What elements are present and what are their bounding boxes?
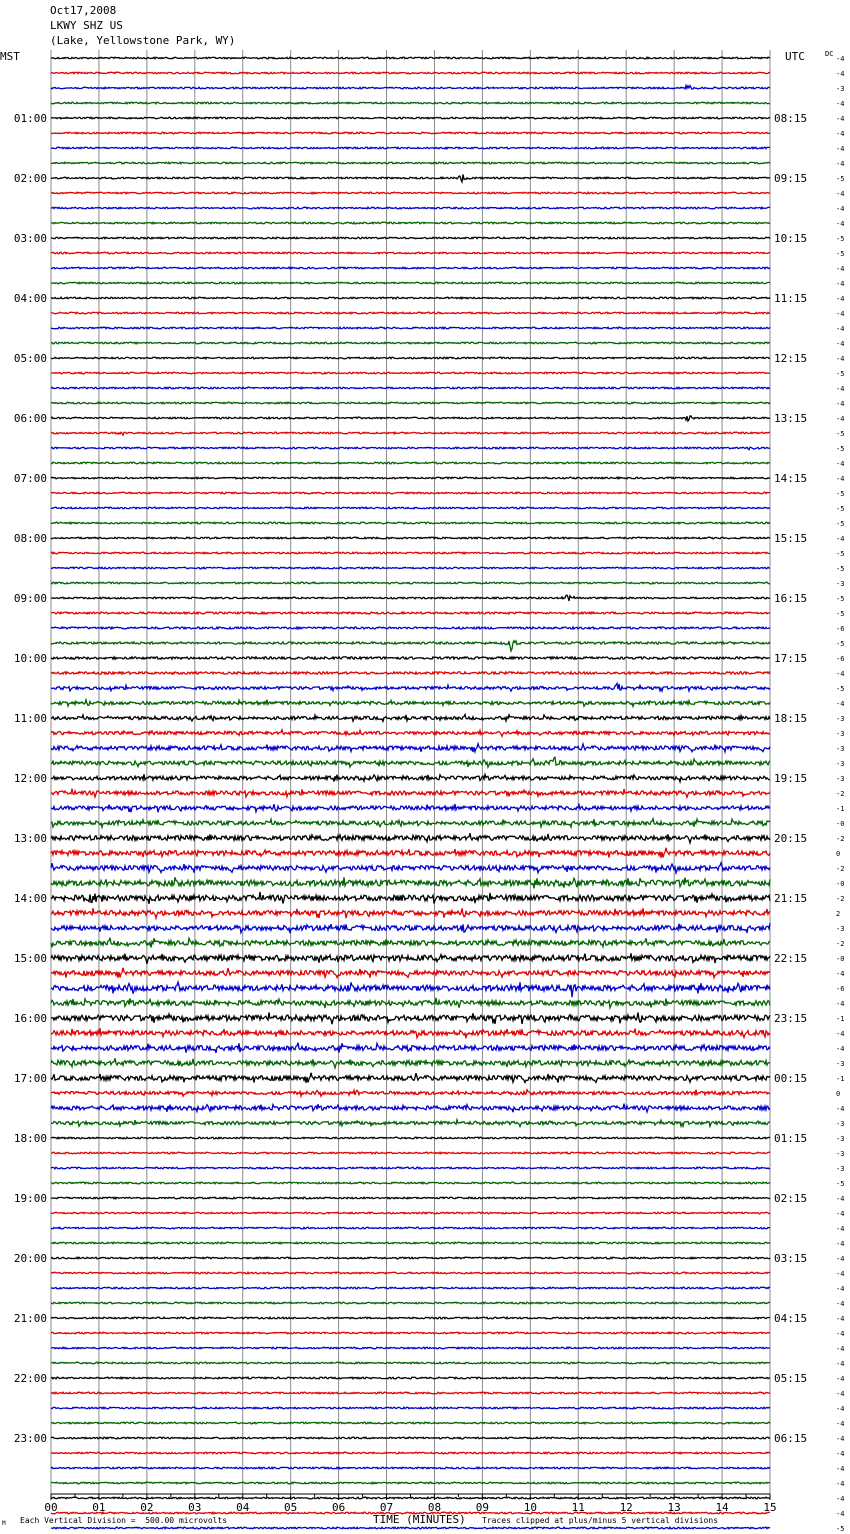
dc-offset-label: -4 [836,1045,845,1053]
seismic-trace [51,982,770,997]
dc-offset-label: 0 [836,850,841,858]
dc-offset-label: -4 [836,385,845,393]
hour-label-right: 22:15 [774,952,808,965]
x-tick-label: 01 [92,1501,106,1514]
hour-label-left: 17:00 [13,1072,47,1085]
dc-offset-label: -4 [836,1360,845,1368]
dc-offset-label: -3 [836,1165,845,1173]
dc-offset-label: -4 [836,1510,845,1518]
hour-label-right: 18:15 [774,712,808,725]
dc-offset-label: -4 [836,1300,845,1308]
seismic-trace [51,174,770,181]
x-tick-label: 07 [379,1501,394,1514]
seismic-trace [51,908,770,918]
seismic-trace [51,998,770,1008]
hour-label-right: 13:15 [774,412,808,425]
seismic-trace [51,804,770,812]
dc-offset-label: -4 [836,1030,845,1038]
seismic-trace [51,1497,770,1499]
x-tick-label: 03 [188,1501,202,1514]
seismic-trace [51,102,770,104]
hour-label-left: 21:00 [13,1312,47,1325]
seismic-trace [51,1090,770,1097]
seismic-trace [51,117,770,119]
hour-label-left: 15:00 [13,952,47,965]
seismic-trace [51,342,770,344]
seismic-trace [51,612,770,614]
dc-offset-label: -4 [836,1225,845,1233]
dc-offset-label: -5 [836,595,845,603]
hour-label-right: 14:15 [774,472,808,485]
dc-offset-label: -4 [836,1195,845,1203]
left-axis-label: MST [0,50,20,63]
seismic-trace [51,162,770,164]
seismic-trace [51,1482,770,1484]
dc-offset-label: -4 [836,55,845,63]
dc-offset-label: -4 [836,535,845,543]
hour-label-right: 10:15 [774,232,808,245]
seismic-trace [51,1302,770,1304]
seismic-trace [51,1467,770,1469]
hour-label-right: 04:15 [774,1312,808,1325]
dc-offset-label: -4 [836,1345,845,1353]
seismic-trace [51,537,770,539]
seismic-trace [51,372,770,374]
dc-offset-label: -4 [836,1420,845,1428]
hour-label-left: 18:00 [13,1132,47,1145]
seismic-trace [51,1527,770,1529]
dc-offset-label: 2 [836,910,841,918]
seismic-trace [51,923,770,933]
seismic-trace [51,416,770,421]
dc-offset-label: -5 [836,550,845,558]
dc-offset-label: -3 [836,1150,845,1158]
clip-note: Traces clipped at plus/minus 5 vertical divisions [482,1516,719,1525]
dc-offset-label: -4 [836,130,845,138]
hour-label-left: 16:00 [13,1012,47,1025]
x-tick-label: 14 [715,1501,729,1514]
dc-offset-label: -4 [836,1450,845,1458]
dc-offset-label: -4 [836,670,845,678]
seismic-trace [51,1392,770,1394]
seismic-trace [51,1362,770,1364]
seismic-trace [51,1058,770,1068]
dc-offset-label: -2 [836,895,845,903]
dc-offset-label: -4 [836,160,845,168]
seismic-trace [51,627,770,629]
seismic-trace [51,789,770,798]
dc-offset-label: -5 [836,610,845,618]
dc-offset-label: -4 [836,1390,845,1398]
dc-offset-label: -3 [836,775,845,783]
x-axis-title: TIME (MINUTES) [373,1513,466,1526]
dc-offset-label: -4 [836,460,845,468]
hour-label-right: 15:15 [774,532,808,545]
dc-offset-label: -2 [836,790,845,798]
dc-offset-label: -6 [836,985,845,993]
chart-date: Oct17,2008 [50,4,117,17]
seismic-trace [51,1242,770,1244]
dc-offset-label: -5 [836,370,845,378]
seismic-trace [51,757,770,767]
dc-offset-label: -4 [836,220,845,228]
x-tick-label: 15 [763,1501,777,1514]
dc-offset-label: -4 [836,415,845,423]
dc-offset-label: -4 [836,970,845,978]
seismic-trace [51,567,770,569]
seismic-trace [51,192,770,194]
dc-offset-label: -3 [836,1060,845,1068]
dc-offset-label: -4 [836,280,845,288]
seismic-trace [51,774,770,782]
seismic-trace [51,892,770,904]
seismic-trace [51,492,770,494]
dc-offset-label: -4 [836,475,845,483]
seismic-trace [51,700,770,707]
seismic-trace [51,1317,770,1319]
seismic-trace [51,237,770,239]
seismic-trace [51,522,770,524]
seismic-trace [51,938,770,948]
dc-offset-label: -4 [836,355,845,363]
dc-offset-label: -4 [836,1000,845,1008]
seismic-trace [51,1028,770,1038]
hour-label-right: 20:15 [774,832,808,845]
seismic-trace [51,833,770,843]
dc-offset-label: -4 [836,1465,845,1473]
dc-offset-label: -5 [836,430,845,438]
seismic-trace [51,86,770,90]
hour-label-right: 09:15 [774,172,808,185]
dc-offset-label: -2 [836,940,845,948]
dc-offset-label: -4 [836,70,845,78]
hour-label-left: 23:00 [13,1432,47,1445]
dc-offset-label: -5 [836,445,845,453]
seismic-trace [51,207,770,209]
dc-offset-label: -4 [836,1495,845,1503]
dc-offset-label: -3 [836,85,845,93]
hour-label-right: 06:15 [774,1432,808,1445]
hour-label-left: 13:00 [13,832,47,845]
x-tick-label: 02 [140,1501,154,1514]
dc-offset-label: -4 [836,1405,845,1413]
seismic-trace [51,595,770,601]
hour-label-right: 17:15 [774,652,808,665]
dc-offset-label: -0 [836,880,845,888]
dc-offset-label: -5 [836,490,845,498]
seismic-trace [51,1407,770,1409]
hour-label-left: 12:00 [13,772,47,785]
hour-label-left: 02:00 [13,172,47,185]
seismic-trace [51,1227,770,1229]
dc-offset-label: -4 [836,1210,845,1218]
seismic-trace [51,582,770,584]
seismic-trace [51,477,770,479]
hour-label-right: 08:15 [774,112,808,125]
hour-label-left: 10:00 [13,652,47,665]
x-tick-label: 11 [571,1501,585,1514]
dc-offset-label: -4 [836,205,845,213]
x-tick-label: 09 [475,1501,490,1514]
dc-offset-label: -4 [836,325,845,333]
dc-offset-label: -4 [836,1255,845,1263]
right-axis-label: UTC [785,50,805,63]
corner-mark: M [2,1520,6,1527]
dc-offset-label: -4 [836,1315,845,1323]
dc-offset-label: -5 [836,520,845,528]
seismic-trace [51,877,770,888]
x-tick-label: 12 [619,1501,633,1514]
seismic-trace [51,1104,770,1113]
seismic-trace [51,462,770,464]
seismic-trace [51,672,770,674]
hour-label-left: 19:00 [13,1192,47,1205]
dc-offset-label: -5 [836,685,845,693]
seismic-trace [51,1452,770,1454]
dc-offset-label: -3 [836,760,845,768]
seismic-trace [51,968,770,978]
seismic-trace [51,222,770,224]
x-tick-label: 08 [427,1501,442,1514]
seismic-trace [51,282,770,284]
dc-offset-label: -4 [836,700,845,708]
seismic-trace [51,447,770,450]
dc-offset-label: -4 [836,100,845,108]
dc-offset-label: -4 [836,295,845,303]
seismic-trace [51,297,770,299]
seismic-trace [51,132,770,134]
dc-offset-label: -6 [836,655,845,663]
dc-offset-label: -4 [836,1435,845,1443]
seismic-trace [51,1377,770,1379]
dc-offset-label: -1 [836,805,845,813]
dc-offset-label: -3 [836,925,845,933]
dc-offset-label: -3 [836,580,845,588]
dc-offset-label: -4 [836,145,845,153]
seismic-trace [51,715,770,722]
seismic-trace [51,1212,770,1214]
seismic-trace [51,819,770,828]
hour-label-right: 05:15 [774,1372,808,1385]
seismic-trace [51,657,770,659]
hour-label-left: 01:00 [13,112,47,125]
dc-offset-label: -4 [836,1105,845,1113]
seismic-trace [51,72,770,74]
dc-offset-label: -5 [836,1525,845,1533]
seismic-trace [51,1182,770,1184]
seismic-trace [51,357,770,359]
hour-label-left: 20:00 [13,1252,47,1265]
dc-offset-label: -1 [836,1075,845,1083]
dc-offset-label: -3 [836,745,845,753]
seismic-trace [51,1152,770,1154]
hour-label-right: 23:15 [774,1012,808,1025]
hour-label-right: 16:15 [774,592,808,605]
seismic-trace [51,57,770,59]
seismic-trace [51,1012,770,1024]
dc-offset-label: -0 [836,820,845,828]
seismic-trace [51,1437,770,1439]
dc-offset-label: -3 [836,730,845,738]
hour-label-left: 05:00 [13,352,47,365]
dc-offset-label: -4 [836,1270,845,1278]
seismic-trace [51,267,770,269]
hour-label-left: 07:00 [13,472,47,485]
seismic-trace [51,683,770,691]
x-tick-label: 05 [284,1501,298,1514]
dc-offset-label: -4 [836,115,845,123]
hour-label-left: 14:00 [13,892,47,905]
dc-offset-label: -2 [836,835,845,843]
x-tick-label: 04 [236,1501,250,1514]
dc-offset-label: -6 [836,625,845,633]
dc-offset-label: -1 [836,1015,845,1023]
seismic-trace [51,953,770,963]
x-tick-label: 13 [667,1501,681,1514]
dc-offset-label: -3 [836,1120,845,1128]
seismic-trace [51,1332,770,1334]
dc-offset-label: -3 [836,715,845,723]
seismic-trace [51,1272,770,1274]
hour-label-left: 09:00 [13,592,47,605]
dc-offset-label: -2 [836,865,845,873]
hour-label-left: 06:00 [13,412,47,425]
hour-label-left: 11:00 [13,712,47,725]
seismic-trace [51,552,770,554]
dc-offset-label: -4 [836,1375,845,1383]
seismic-trace [51,1167,770,1169]
x-tick-label: 00 [44,1501,58,1514]
seismic-trace [51,863,770,873]
seismic-trace [51,252,770,254]
seismic-trace [51,1287,770,1289]
seismic-trace [51,387,770,389]
hour-label-right: 03:15 [774,1252,808,1265]
hour-label-left: 08:00 [13,532,47,545]
dc-offset-label: -0 [836,955,845,963]
seismic-trace [51,744,770,752]
seismic-trace [51,147,770,149]
scale-note: Each Vertical Division = 500.00 microvolts [20,1516,228,1525]
dc-offset-label: 0 [836,1090,841,1098]
hour-label-right: 00:15 [774,1072,808,1085]
seismic-trace [51,1257,770,1259]
dc-offset-label: -5 [836,640,845,648]
dc-offset-label: -4 [836,1330,845,1338]
seismic-trace [51,507,770,509]
hour-label-right: 01:15 [774,1132,808,1145]
dc-offset-label: -5 [836,175,845,183]
dc-offset-label: -5 [836,565,845,573]
dc-offset-label: -5 [836,1180,845,1188]
seismic-trace [51,1120,770,1127]
seismic-trace [51,730,770,737]
hour-label-right: 12:15 [774,352,808,365]
seismic-trace [51,1137,770,1139]
chart-location: (Lake, Yellowstone Park, WY) [50,34,236,47]
dc-offset-label: -4 [836,310,845,318]
hour-label-right: 19:15 [774,772,808,785]
seismic-trace [51,327,770,329]
dc-label: DC [825,50,834,58]
x-tick-label: 10 [523,1501,537,1514]
dc-offset-label: -5 [836,505,845,513]
seismic-trace [51,1197,770,1199]
seismic-trace [51,848,770,858]
seismic-trace [51,1347,770,1349]
dc-offset-label: -5 [836,235,845,243]
dc-offset-label: -4 [836,190,845,198]
hour-label-right: 21:15 [774,892,808,905]
seismic-trace [51,1073,770,1083]
x-tick-label: 06 [331,1501,346,1514]
dc-offset-label: -4 [836,1240,845,1248]
hour-label-left: 22:00 [13,1372,47,1385]
chart-station: LKWY SHZ US [50,19,123,32]
dc-offset-label: -4 [836,340,845,348]
dc-offset-label: -4 [836,400,845,408]
dc-offset-label: -4 [836,265,845,273]
hour-label-left: 03:00 [13,232,47,245]
seismic-trace [51,432,770,435]
dc-offset-label: -4 [836,1285,845,1293]
hour-label-left: 04:00 [13,292,47,305]
hour-label-right: 11:15 [774,292,808,305]
dc-offset-label: -3 [836,1135,845,1143]
seismic-trace [51,312,770,314]
hour-label-right: 02:15 [774,1192,808,1205]
seismic-trace [51,1043,770,1053]
seismic-trace [51,1422,770,1424]
seismic-trace [51,402,770,404]
dc-offset-label: -4 [836,1480,845,1488]
seismic-trace [51,641,770,651]
dc-offset-label: -5 [836,250,845,258]
